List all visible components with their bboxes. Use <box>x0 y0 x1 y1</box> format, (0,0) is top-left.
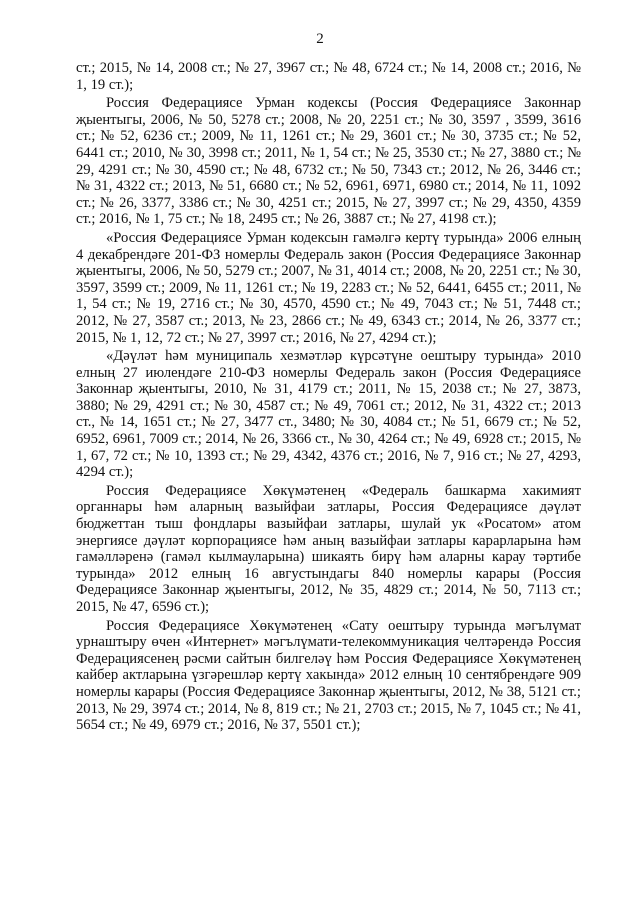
paragraph-continuation: ст.; 2015, № 14, 2008 ст.; № 27, 3967 ст.; № 48, 6724 ст.; № 14, 2008 ст.; 2016, № 1, 19 ст.); <box>76 60 581 93</box>
paragraph-public-services-law: «Дәүләт һәм муниципаль хезмәтләр күрсәтүне оештыру турында» 2010 елның 27 июлендәге 210-ФЗ номерлы Федераль закон (Россия Федерациясе Законнар җыентыгы, 2010, № 31, 4179 ст.; 2011, № 15, 2038 ст.; № 27, 3873, 3880; № 29, 4291 ст.; № 30, 4587 ст.; № 49, 7061 ст.; 2012, № 31, 4322 ст.; 2013 ст., № 14, 1651 ст.; № 27, 3477 ст., 3480; № 30, 4084 ст.; № 51, 6679 ст.; № 52, 6952, 6961, 7009 ст.; 2014, № 26, 3366 ст., № 30, 4264 ст.; № 49, 6928 ст.; 2015, № 1, 67, 72 ст.; № 10, 1393 ст.; № 29, 4342, 4376 ст.; 2016, № 7, 916 ст.; № 27, 4293, 4294 ст.); <box>76 348 581 481</box>
paragraph-government-resolution-909: Россия Федерациясе Хөкүмәтенең «Сату оештыру турында мәгълүмат урнаштыру өчен «Интернет» мәгълүмати-телекоммуникация челтәрендә Россия Федерациясенең рәсми сайтын билгеләү һәм Россия Федерациясе Хөкүмәтенең кайбер актларына үзгәрешләр кертү хакында» 2012 елның 10 сентябрендәге 909 номерлы карары (Россия Федерациясе Законнар җыентыгы, 2012, № 38, 5121 ст.; 2013, № 29, 3974 ст.; 2014, № 8, 819 ст.; № 21, 2703 ст.; 2015, № 7, 1045 ст.; № 41, 5654 ст.; № 49, 6979 ст.; 2016, № 37, 5501 ст.); <box>76 617 582 734</box>
page-number: 2 <box>316 31 324 47</box>
paragraph-government-resolution-840: Россия Федерациясе Хөкүмәтенең «Федераль башкарма хакимият органнары һәм аларның вазыйфаи затлары, Россия Федерациясе дәүләт бюджеттан тыш фондлары вазыйфаи затлары, шулай ук «Росатом» атом энергиясе дәүләт корпорациясе һәм аның вазыйфаи затлары карарларына һәм гамәлләренә (гамәл кылмауларына) шикаять бирү һәм аларны карау тәртибе турында» 2012 елның 16 августындагы 840 номерлы карары (Россия Федерациясе Законнар җыентыгы, 2012, № 35, 4829 ст.; 2014, № 50, 7113 ст.; 2015, № 47, 6596 ст.); <box>76 482 581 615</box>
paragraph-forest-code: Россия Федерациясе Урман кодексы (Россия Федерациясе Законнар җыентыгы, 2006, № 50, 5278 ст.; 2008, № 20, 2251 ст.; № 30, 3597 , 3599, 3616 ст.; № 52, 6236 ст.; 2009, № 11, 1261 ст.; № 29, 3601 ст.; № 30, 3735 ст.; № 52, 6441 ст.; 2010, № 30, 3998 ст.; 2011, № 1, 54 ст.; № 25, 3530 ст.; № 27, 3880 ст.; № 29, 4291 ст.; № 30, 4590 ст.; № 48, 6732 ст.; № 50, 7343 ст.; 2012, № 26, 3446 ст.; № 31, 4322 ст.; 2013, № 51, 6680 ст.; № 52, 6961, 6971, 6980 ст.; 2014, № 11, 1092 ст.; № 26, 3377, 3386 ст.; № 30, 4251 ст.; 2015, № 27, 3997 ст.; № 29, 4350, 4359 ст.; 2016, № 1, 75 ст.; № 18, 2495 ст.; № 26, 3887 ст.; № 27, 4198 ст.); <box>76 95 581 228</box>
document-body <box>76 60 581 736</box>
paragraph-forest-code-law: «Россия Федерациясе Урман кодексын гамәлгә кертү турында» 2006 елның 4 декабрендәге 201-ФЗ номерлы Федераль закон (Россия Федерациясе Законнар җыентыгы, 2006, № 50, 5279 ст.; 2007, № 31, 4014 ст.; 2008, № 20, 2251 ст.; № 30, 3597, 3599 ст.; 2009, № 11, 1261 ст.; № 19, 2283 ст.; № 52, 6441, 6455 ст.; 2011, № 1, 54 ст.; № 19, 2716 ст.; № 30, 4570, 4590 ст.; № 49, 7043 ст.; № 51, 7448 ст.; 2012, № 27, 3587 ст.; 2013, № 23, 2866 ст.; № 49, 6343 ст.; 2014, № 26, 3377 ст.; 2015, № 1, 12, 72 ст.; № 27, 3997 ст.; 2016, № 27, 4294 ст.); <box>76 229 581 346</box>
